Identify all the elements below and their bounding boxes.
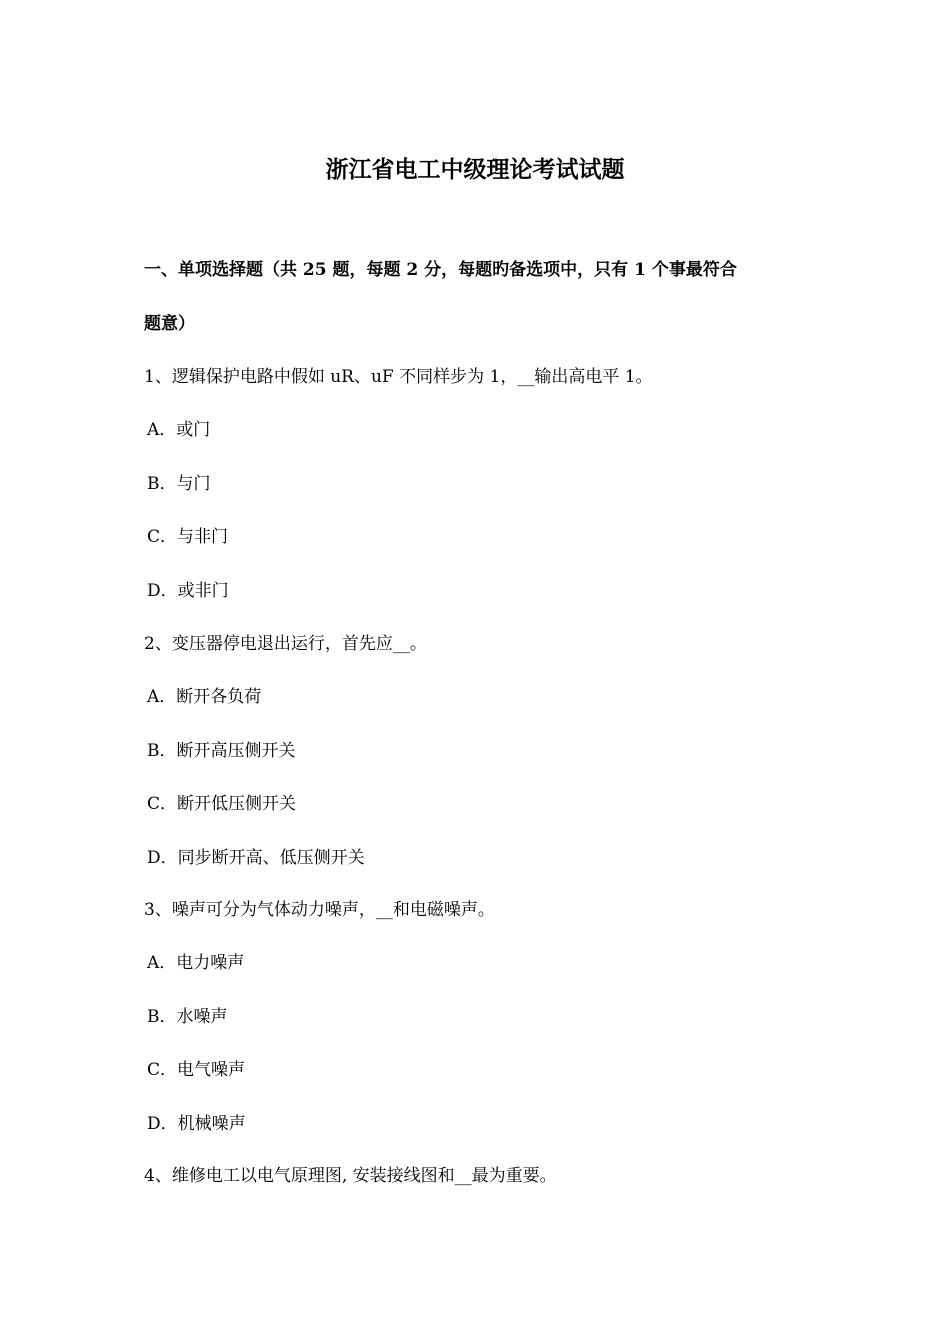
question-1-option-a: A．或门: [147, 420, 211, 440]
question-4: 4、维修电工以电气原理图, 安装接线图和__最为重要。: [144, 1166, 557, 1186]
question-1-option-b: B．与门: [147, 474, 211, 494]
question-2-option-c: C．断开低压侧开关: [147, 794, 297, 814]
question-1-option-c: C．与非门: [147, 527, 229, 547]
question-1-option-d: D．或非门: [147, 581, 229, 601]
question-3-option-d: D．机械噪声: [147, 1114, 246, 1134]
section-heading-line-1: 一、单项选择题（共 25 题，每题 2 分，每题旳备选项中，只有 1 个事最符合: [144, 260, 737, 280]
question-2-option-d: D．同步断开高、低压侧开关: [147, 848, 365, 868]
question-3-option-a: A．电力噪声: [147, 953, 245, 973]
question-2: 2、变压器停电退出运行，首先应__。: [144, 634, 427, 654]
question-2-option-a: A．断开各负荷: [147, 687, 262, 707]
question-1: 1、逻辑保护电路中假如 uR、uF 不同样步为 1，__输出高电平 1。: [144, 367, 653, 387]
section-heading-line-2: 题意）: [144, 314, 195, 334]
question-3-option-b: B．水噪声: [147, 1007, 228, 1027]
question-2-option-b: B．断开高压侧开关: [147, 741, 296, 761]
question-3: 3、噪声可分为气体动力噪声，__和电磁噪声。: [144, 900, 495, 920]
document-title: 浙江省电工中级理论考试试题: [325, 156, 625, 183]
question-3-option-c: C．电气噪声: [147, 1060, 246, 1080]
